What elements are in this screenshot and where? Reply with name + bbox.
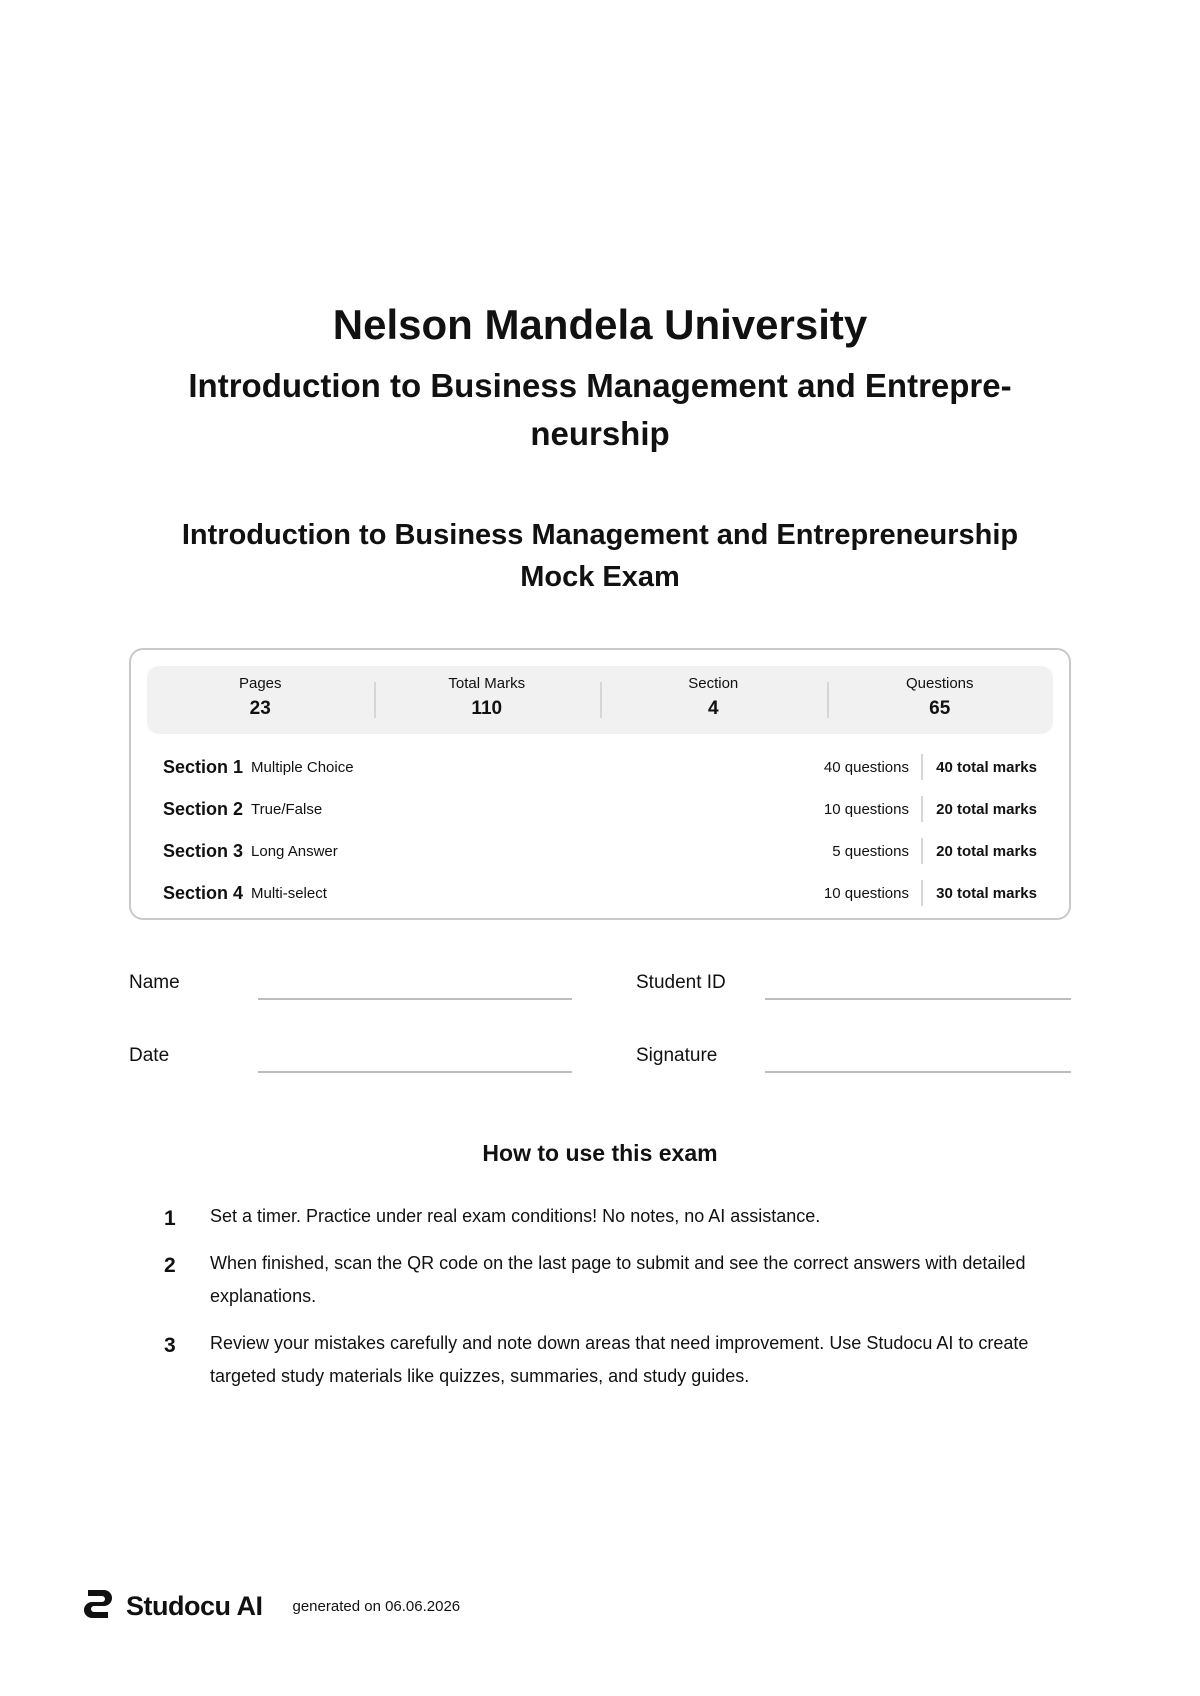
step-text: When finished, scan the QR code on the last page to submit and see the correct answers with detailed explanations. bbox=[210, 1253, 1026, 1306]
student-id-field bbox=[636, 972, 1071, 1008]
section-row-3 bbox=[163, 830, 1037, 872]
section-type: Multiple Choice bbox=[251, 758, 354, 776]
date-field bbox=[129, 1045, 572, 1081]
section-marks: 30 total marks bbox=[936, 884, 1037, 902]
course-name: Introduction to Business Management and Entrepre- neurship bbox=[188, 367, 1012, 452]
section-divider bbox=[921, 838, 923, 864]
section-row-4 bbox=[163, 872, 1037, 914]
step-item bbox=[160, 1200, 1060, 1233]
howto-title: How to use this exam bbox=[482, 1140, 718, 1166]
stat-total-marks bbox=[374, 666, 601, 734]
step-number: 3 bbox=[164, 1334, 176, 1357]
section-marks: 20 total marks bbox=[936, 800, 1037, 818]
section-type: Multi-select bbox=[251, 884, 327, 902]
stat-pages bbox=[147, 666, 374, 734]
stat-value: 110 bbox=[471, 698, 503, 719]
exam-title-line2: Mock Exam bbox=[520, 561, 680, 593]
stat-label: Total Marks bbox=[448, 675, 526, 692]
footer bbox=[80, 1586, 460, 1626]
section-marks: 40 total marks bbox=[936, 758, 1037, 776]
step-number: 1 bbox=[164, 1207, 176, 1230]
step-number: 2 bbox=[164, 1254, 176, 1277]
sections-list bbox=[163, 746, 1037, 914]
exam-title bbox=[100, 514, 1100, 598]
stat-questions bbox=[827, 666, 1054, 734]
signature-label: Signature bbox=[636, 1045, 718, 1066]
howto-steps bbox=[160, 1200, 1060, 1407]
section-questions: 40 questions bbox=[823, 758, 909, 776]
name-field bbox=[129, 972, 572, 1008]
name-line[interactable] bbox=[258, 998, 572, 1000]
section-divider bbox=[921, 796, 923, 822]
stat-value: 65 bbox=[929, 698, 951, 719]
title-block bbox=[100, 300, 1100, 458]
exam-title-line1: Introduction to Business Management and Entrepreneurship bbox=[181, 519, 1019, 551]
stat-value: 23 bbox=[249, 698, 271, 719]
step-item bbox=[160, 1327, 1060, 1393]
section-questions: 10 questions bbox=[823, 800, 909, 818]
section-name: Section 3 bbox=[163, 840, 244, 861]
step-text: Review your mistakes carefully and note down areas that need improvement. Use Studocu AI to create targeted study materials like quizzes, summaries, and study guides. bbox=[210, 1333, 1029, 1386]
student-id-line[interactable] bbox=[765, 998, 1071, 1000]
stat-label: Section bbox=[688, 675, 739, 692]
step-text: Set a timer. Practice under real exam conditions! No notes, no AI assistance. bbox=[210, 1206, 821, 1226]
date-label: Date bbox=[129, 1045, 170, 1066]
name-label: Name bbox=[129, 972, 180, 993]
section-divider bbox=[921, 880, 923, 906]
exam-summary-card bbox=[129, 648, 1071, 920]
section-questions: 5 questions bbox=[832, 842, 909, 860]
section-name: Section 1 bbox=[163, 756, 244, 777]
section-divider bbox=[921, 754, 923, 780]
generated-date: generated on 06.06.2026 bbox=[292, 1597, 461, 1615]
section-name: Section 4 bbox=[163, 882, 244, 903]
section-type: True/False bbox=[251, 800, 323, 818]
date-line[interactable] bbox=[258, 1071, 572, 1073]
section-row-1 bbox=[163, 746, 1037, 788]
stat-label: Questions bbox=[905, 675, 974, 692]
section-marks: 20 total marks bbox=[936, 842, 1037, 860]
stat-label: Pages bbox=[238, 675, 282, 692]
stats-bar bbox=[147, 666, 1053, 734]
signature-field bbox=[636, 1045, 1071, 1081]
section-type: Long Answer bbox=[251, 842, 338, 860]
stat-value: 4 bbox=[707, 698, 719, 719]
stat-section bbox=[600, 666, 827, 734]
section-name: Section 2 bbox=[163, 798, 244, 819]
signature-line[interactable] bbox=[765, 1071, 1071, 1073]
student-id-label: Student ID bbox=[636, 972, 726, 993]
section-row-2 bbox=[163, 788, 1037, 830]
studocu-logo-icon bbox=[80, 1586, 116, 1627]
university-name: Nelson Mandela University bbox=[332, 301, 868, 348]
section-questions: 10 questions bbox=[823, 884, 909, 902]
brand-name: Studocu AI bbox=[126, 1590, 263, 1621]
step-item bbox=[160, 1247, 1060, 1313]
